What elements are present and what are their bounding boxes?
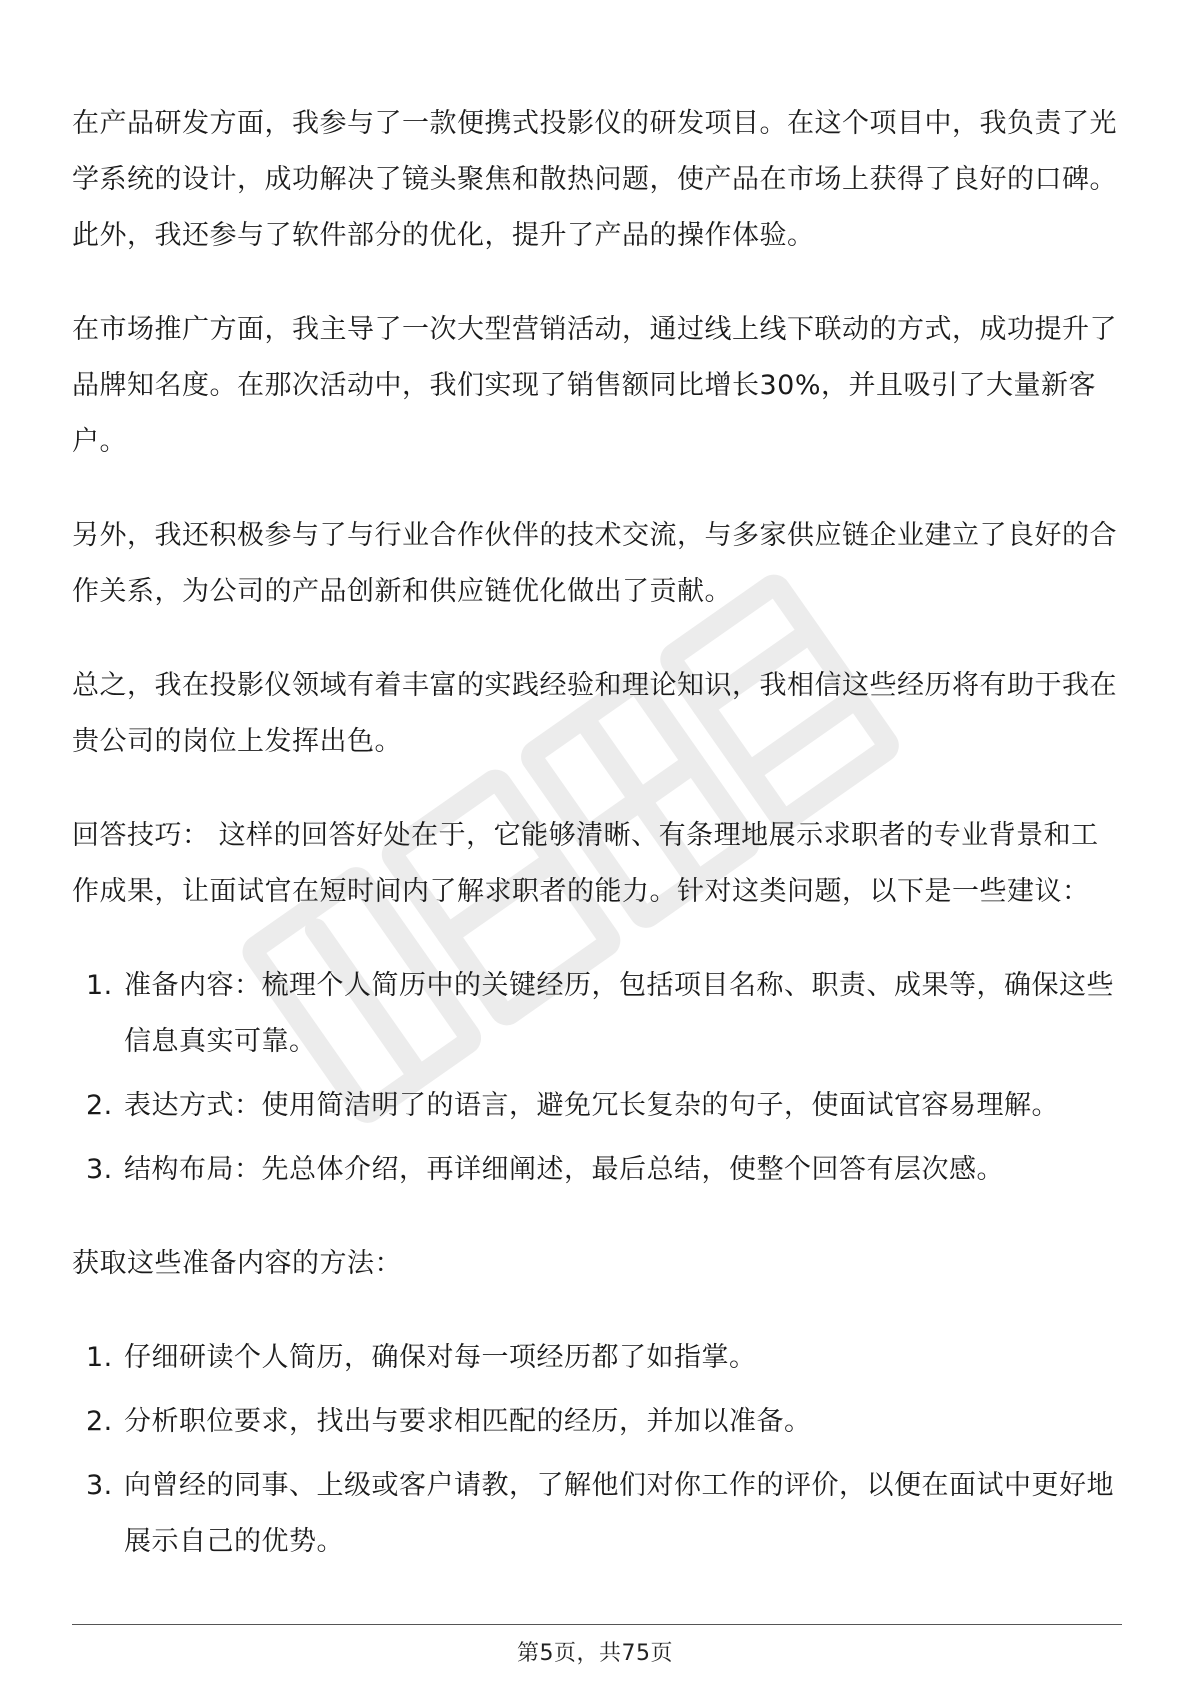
list-item-text: 准备内容：梳理个人简历中的关键经历，包括项目名称、职责、成果等，确保这些信息真实可靠。 xyxy=(124,970,1114,1057)
list-item-number: 1. xyxy=(86,970,113,1001)
list-item-text: 结构布局：先总体介绍，再详细阐述，最后总结，使整个回答有层次感。 xyxy=(124,1154,1004,1185)
page-number: 第5页，共75页 xyxy=(517,1641,673,1666)
list-item xyxy=(72,1078,1122,1134)
main-content xyxy=(72,96,1122,1608)
paragraph-summary: 总之，我在投影仪领域有着丰富的实践经验和理论知识，我相信这些经历将有助于我在贵公司的岗位上发挥出色。 xyxy=(72,670,1117,757)
list-item-text: 仔细研读个人简历，确保对每一项经历都了如指掌。 xyxy=(124,1342,757,1373)
suggestions-list xyxy=(72,958,1122,1198)
list-item-number: 1. xyxy=(86,1342,113,1373)
paragraph-answer-tips: 回答技巧： 这样的回答好处在于，它能够清晰、有条理地展示求职者的专业背景和工作成果，让面试官在短时间内了解求职者的能力。针对这类问题，以下是一些建议： xyxy=(72,820,1099,907)
list-item-number: 2. xyxy=(86,1090,113,1121)
list-item-number: 3. xyxy=(86,1470,113,1501)
paragraph-partnership: 另外，我还积极参与了与行业合作伙伴的技术交流，与多家供应链企业建立了良好的合作关系，为公司的产品创新和供应链优化做出了贡献。 xyxy=(72,520,1117,607)
list-item xyxy=(72,1142,1122,1198)
paragraph-methods-heading: 获取这些准备内容的方法： xyxy=(72,1248,402,1279)
paragraph-marketing: 在市场推广方面，我主导了一次大型营销活动，通过线上线下联动的方式，成功提升了品牌知名度。在那次活动中，我们实现了销售额同比增长30%，并且吸引了大量新客户。 xyxy=(72,314,1117,457)
list-item-number: 2. xyxy=(86,1406,113,1437)
list-item-number: 3. xyxy=(86,1154,113,1185)
list-item xyxy=(72,1330,1122,1386)
list-item xyxy=(72,1394,1122,1450)
list-item-text: 向曾经的同事、上级或客户请教，了解他们对你工作的评价，以便在面试中更好地展示自己的优势。 xyxy=(124,1470,1114,1557)
paragraph-product-rd: 在产品研发方面，我参与了一款便携式投影仪的研发项目。在这个项目中，我负责了光学系统的设计，成功解决了镜头聚焦和散热问题，使产品在市场上获得了良好的口碑。此外，我还参与了软件部分的优化，提升了产品的操作体验。 xyxy=(72,108,1117,251)
list-item-text: 表达方式：使用简洁明了的语言，避免冗长复杂的句子，使面试官容易理解。 xyxy=(124,1090,1059,1121)
methods-list xyxy=(72,1330,1122,1570)
list-item xyxy=(72,1458,1122,1570)
list-item xyxy=(72,958,1122,1070)
footer-divider xyxy=(72,1624,1122,1625)
list-item-text: 分析职位要求，找出与要求相匹配的经历，并加以准备。 xyxy=(124,1406,812,1437)
